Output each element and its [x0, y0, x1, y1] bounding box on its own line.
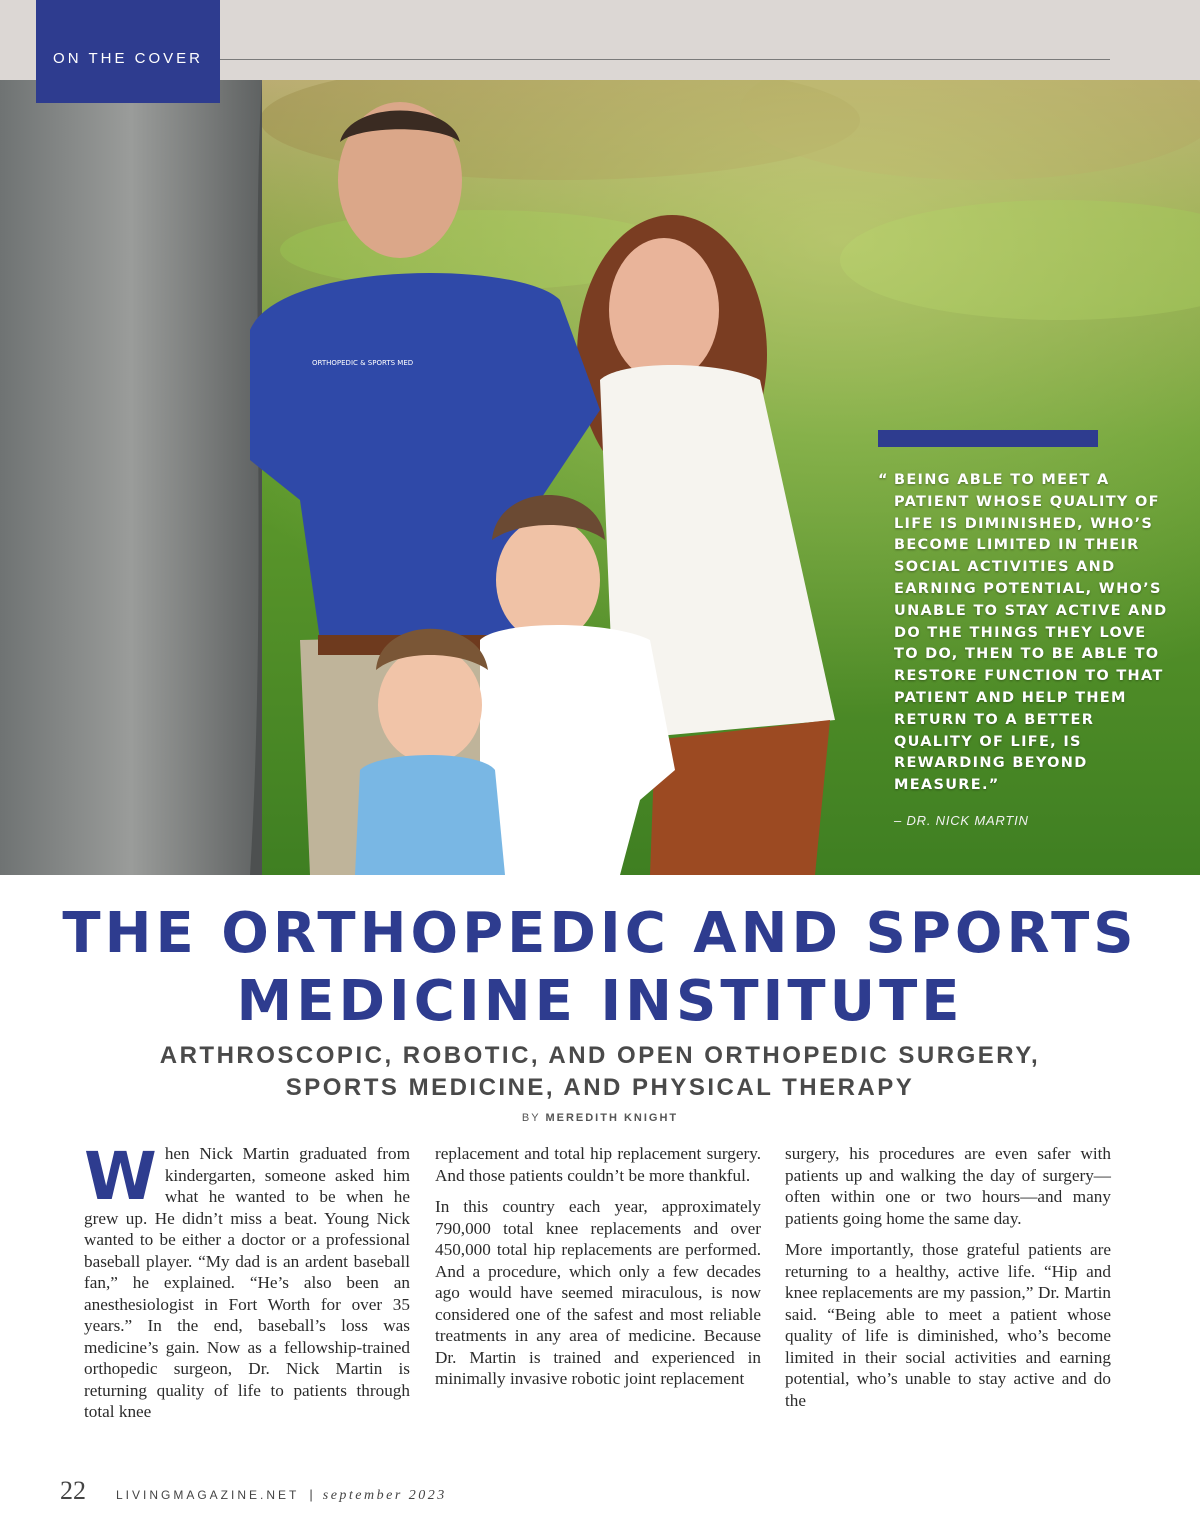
paragraph: In this country each year, approximately 790,000 total knee replacements and over 450,000 total hip replacements are performed. And a procedure, which only a few decades ago would have seemed miraculous, is now considered one of the safest and most reliable treatments in any area of medicine. Because Dr. Martin is trained and experienced in minimally invasive robotic joint replacement — [435, 1197, 761, 1388]
article-subtitle — [0, 1040, 1200, 1104]
issue-date: september 2023 — [322, 1488, 447, 1503]
byline-prefix: BY — [521, 1112, 541, 1124]
author-name: MEREDITH KNIGHT — [545, 1112, 679, 1124]
drop-cap: W — [84, 1138, 157, 1215]
shirt-logo: ORTHOPEDIC & SPORTS MED — [312, 359, 414, 367]
subtitle-line-2: SPORTS MEDICINE, AND PHYSICAL THERAPY — [285, 1074, 915, 1101]
quote-mark: “ — [878, 472, 889, 488]
page-number: 22 — [60, 1476, 86, 1505]
article-column-2 — [435, 1143, 761, 1400]
quote-attribution: – DR. NICK MARTIN — [894, 813, 1029, 828]
page-footer — [60, 1476, 447, 1506]
section-label: ON THE COVER — [36, 0, 220, 103]
byline — [0, 1112, 1200, 1124]
paragraph: surgery, his procedures are even safer with patients up and walking the day of surgery—often within one or two hours—and many patients going home the same day. — [785, 1144, 1111, 1228]
site-name: LIVINGMAGAZINE.NET — [116, 1488, 300, 1502]
article-title — [0, 900, 1200, 1036]
paragraph — [84, 1138, 410, 1423]
subtitle-line-1: ARTHROSCOPIC, ROBOTIC, AND OPEN ORTHOPEDIC SURGERY, — [159, 1042, 1041, 1069]
footer-separator: | — [309, 1487, 313, 1502]
pull-quote — [878, 470, 1168, 797]
pull-quote-text: BEING ABLE TO MEET A PATIENT WHOSE QUALITY OF LIFE IS DIMINISHED, WHO’S BECOME LIMITED IN THEIR SOCIAL ACTIVITIES AND EARNING POTENTIAL, WHO’S UNABLE TO STAY ACTIVE AND DO THE THINGS THEY LOVE TO DO, THEN TO BE ABLE TO RESTORE FUNCTION TO THAT PATIENT AND HELP THEM RETURN TO A BETTER QUALITY OF LIFE, IS REWARDING BEYOND MEASURE.” — [894, 472, 1168, 794]
quote-accent-bar — [878, 430, 1098, 447]
paragraph-text: hen Nick Martin graduated from kindergarten, someone asked him what he wanted to be when he grew up. He didn’t miss a beat. Young Nick wanted to be either a doctor or a professional baseball player. “My dad is an ardent baseball fan,” he explained. “He’s also been an anesthesiologist in Fort Worth for over 35 years.” In the end, baseball’s loss was medicine’s gain. Now as a fellowship-trained orthopedic surgeon, Dr. Nick Martin is returning quality of life to patients through total knee — [84, 1144, 410, 1421]
paragraph: replacement and total hip replacement surgery. And those patients couldn’t be more thankful. — [435, 1144, 761, 1185]
header-rule — [220, 59, 1110, 60]
paragraph: More importantly, those grateful patients are returning to a healthy, active life. “Hip and knee replacements are my passion,” Dr. Martin said. “Being able to meet a patient whose quality of life is diminished, who’s become limited in their social activities and earning potential, who’s unable to stay active and do the — [785, 1240, 1111, 1410]
article-column-3 — [785, 1143, 1111, 1421]
title-line-1: THE ORTHOPEDIC AND SPORTS — [62, 901, 1138, 966]
article-column-1 — [84, 1138, 410, 1433]
title-line-2: MEDICINE INSTITUTE — [236, 969, 964, 1034]
